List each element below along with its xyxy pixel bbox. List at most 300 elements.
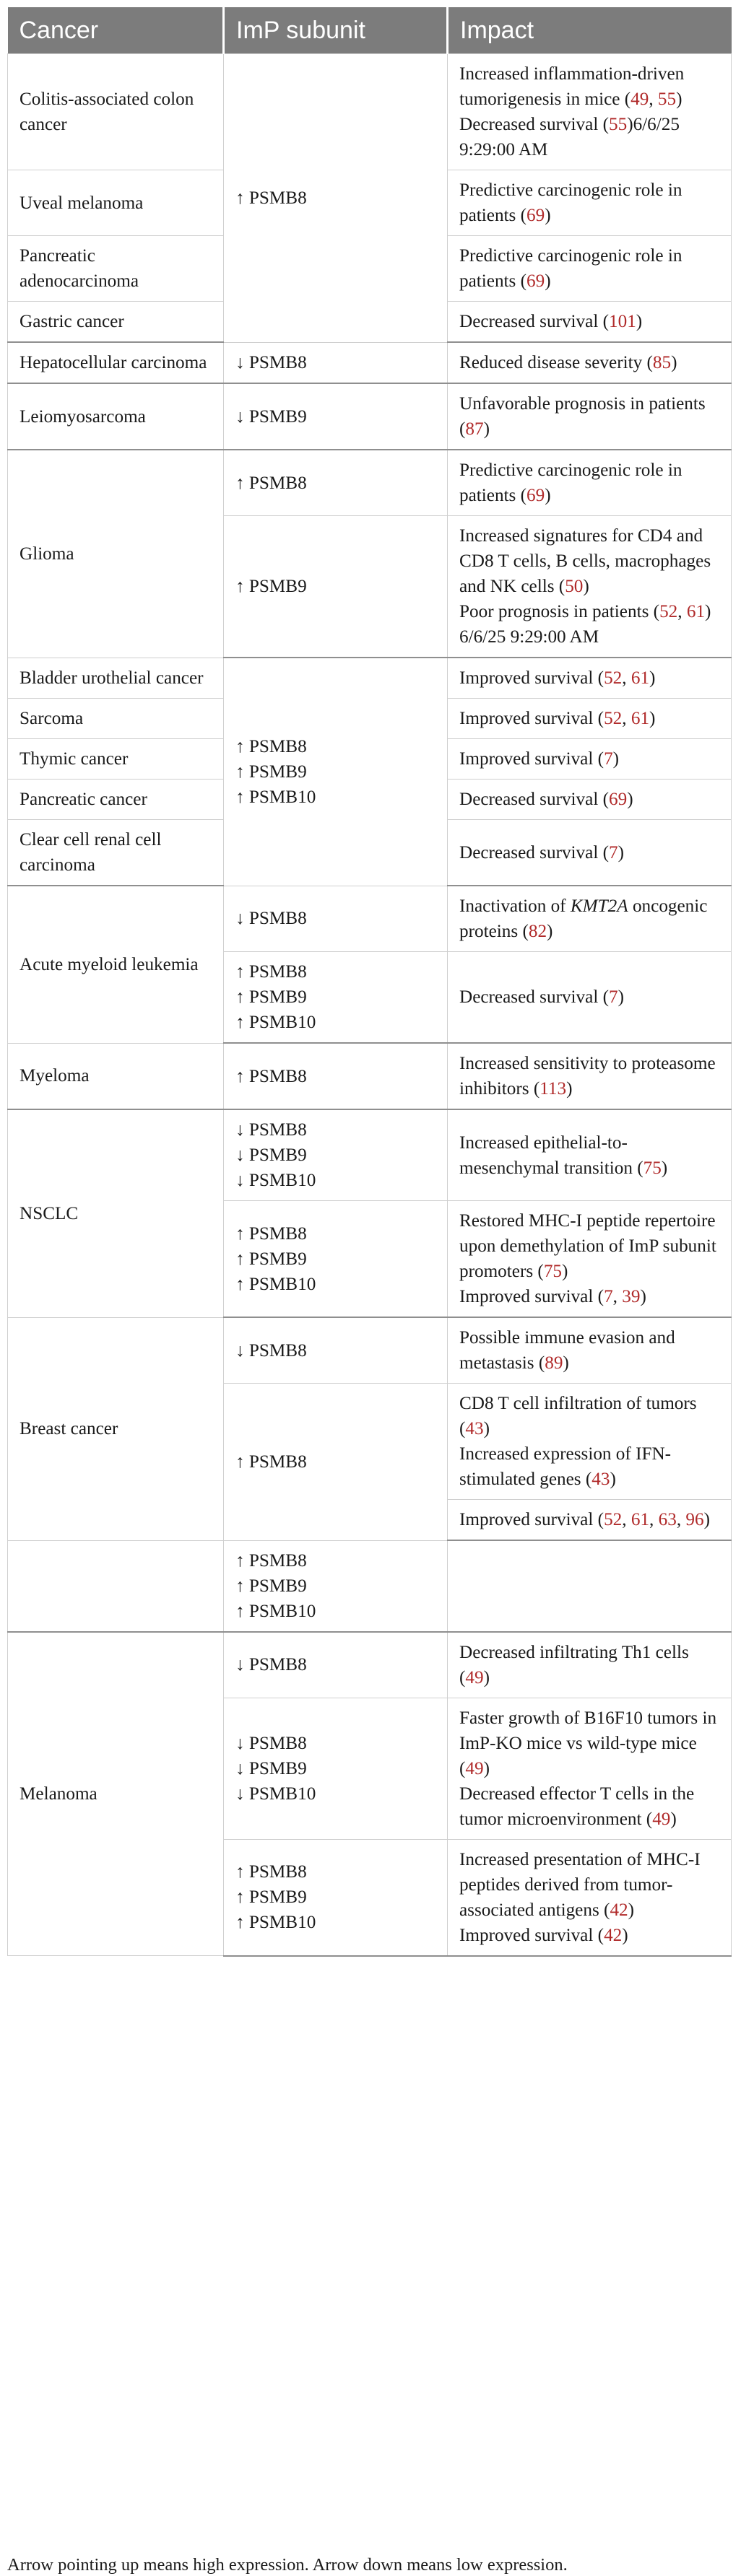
cell-text: Improved survival ( xyxy=(459,749,604,769)
cell-line xyxy=(459,61,719,112)
cell-text: ↑ PSMB10 xyxy=(235,1274,316,1294)
cell-text: , xyxy=(677,602,687,621)
cell-text: ↓ PSMB8 xyxy=(235,1340,307,1361)
header-imp-subunit: ImP subunit xyxy=(224,7,448,54)
cell-text: Increased presentation of MHC-I peptides derived from tumor-associated antigens ( xyxy=(459,1849,701,1920)
table-cell xyxy=(224,1043,448,1109)
table-cell xyxy=(8,383,224,450)
cell-text: ) xyxy=(703,1510,710,1529)
cell-text: ↑ PSMB10 xyxy=(235,1013,316,1032)
cell-line xyxy=(235,1731,436,1756)
reference-link[interactable]: 42 xyxy=(604,1925,623,1945)
table-cell xyxy=(224,1632,448,1698)
cell-text: ↑ PSMB8 xyxy=(235,1862,307,1882)
cell-text: ) xyxy=(649,709,656,728)
cell-text: Faster growth of B16F10 tumors in ImP-KO mice vs wild-type mice ( xyxy=(459,1708,717,1778)
cell-line xyxy=(235,906,436,931)
table-cell xyxy=(448,886,732,952)
cell-text: ↑ PSMB9 xyxy=(235,761,307,782)
table-cell xyxy=(448,302,732,343)
cell-text: Improved survival ( xyxy=(459,709,604,728)
cell-line xyxy=(20,350,212,375)
cell-text: Decreased survival ( xyxy=(459,790,609,809)
gene-name: KMT2A xyxy=(570,896,628,916)
cell-text: Colitis-associated colon cancer xyxy=(20,89,194,134)
reference-link[interactable]: 82 xyxy=(528,922,547,941)
cell-line xyxy=(459,1847,719,1923)
cell-line xyxy=(459,1923,719,1948)
table-cell xyxy=(448,820,732,886)
reference-link[interactable]: 49 xyxy=(465,1758,484,1778)
cell-text: , xyxy=(649,1510,659,1529)
reference-link[interactable]: 69 xyxy=(526,206,545,225)
cell-text: ) xyxy=(483,1667,490,1688)
cell-line xyxy=(235,785,436,810)
reference-link[interactable]: 43 xyxy=(592,1470,610,1489)
cell-text: ↑ PSMB8 xyxy=(235,1223,307,1244)
cell-line xyxy=(235,1168,436,1193)
cell-text: ↓ PSMB8 xyxy=(235,1655,307,1675)
table-cell xyxy=(448,1839,732,1956)
cell-line xyxy=(235,959,436,984)
reference-link[interactable]: 113 xyxy=(540,1079,567,1099)
cell-text: Clear cell renal cell carcinoma xyxy=(20,830,162,875)
cell-line xyxy=(459,243,719,294)
table-cell xyxy=(224,1109,448,1201)
reference-link[interactable]: 89 xyxy=(545,1353,563,1373)
cell-line xyxy=(459,787,719,812)
cell-line xyxy=(459,1325,719,1376)
cell-text: Improved survival ( xyxy=(459,668,604,688)
cell-line xyxy=(20,1063,212,1088)
reference-link[interactable]: 55 xyxy=(657,89,677,109)
table-cell xyxy=(448,658,732,699)
table-cell xyxy=(224,952,448,1044)
table-row xyxy=(8,1317,732,1384)
cell-text: , xyxy=(622,709,631,728)
reference-link[interactable]: 7 xyxy=(609,842,618,863)
cell-text: ) xyxy=(545,271,551,291)
cell-text: Decreased survival ( xyxy=(459,842,609,863)
table-row xyxy=(8,54,732,170)
cell-text: ) xyxy=(640,1287,646,1306)
cell-line xyxy=(20,309,212,334)
cell-line xyxy=(20,1201,212,1226)
cell-text: ↑ PSMB8 xyxy=(235,962,307,982)
cell-line xyxy=(459,1781,719,1832)
reference-link[interactable]: 52 xyxy=(604,709,623,728)
reference-link[interactable]: 7 xyxy=(604,1287,613,1306)
cell-text: Poor prognosis in patients ( xyxy=(459,602,660,621)
table-footnote: Arrow pointing up means high expression. Arrow down means low expression. xyxy=(7,2555,568,2575)
table-cell xyxy=(8,658,224,699)
cell-text: ) xyxy=(547,922,553,941)
table-header xyxy=(8,7,732,54)
cell-text: Reduced disease severity ( xyxy=(459,353,653,372)
table-cell xyxy=(224,450,448,516)
reference-link[interactable]: 49 xyxy=(652,1809,671,1829)
cell-text: ) xyxy=(566,1079,573,1099)
cell-text: ) xyxy=(618,842,624,863)
header-cancer: Cancer xyxy=(8,7,224,54)
table-cell xyxy=(448,1109,732,1201)
cell-text: ↓ PSMB9 xyxy=(235,1145,307,1165)
cell-text: NSCLC xyxy=(20,1203,79,1223)
header-row xyxy=(8,7,732,54)
cell-text: Predictive carcinogenic role in patients ( xyxy=(459,180,682,225)
cell-text: Increased expression of IFN-stimulated genes ( xyxy=(459,1444,672,1489)
cell-text: ) xyxy=(649,668,656,688)
cell-text: , xyxy=(622,668,631,688)
cell-text: Glioma xyxy=(20,543,74,564)
cell-line xyxy=(459,1706,719,1781)
cell-line xyxy=(459,1507,719,1532)
cell-line xyxy=(235,1449,436,1475)
cell-text: Increased epithelial-to-mesenchymal transition ( xyxy=(459,1132,644,1178)
cell-text: Leiomyosarcoma xyxy=(20,406,146,427)
reference-link[interactable]: 49 xyxy=(465,1667,484,1688)
table-cell xyxy=(224,342,448,383)
cell-line xyxy=(235,1338,436,1363)
reference-link[interactable]: 61 xyxy=(630,709,650,728)
cell-text: Unfavorable prognosis in patients ( xyxy=(459,394,706,439)
table-cell xyxy=(8,302,224,343)
cell-line xyxy=(459,1441,719,1492)
table-cell xyxy=(8,699,224,739)
table-cell xyxy=(224,1317,448,1384)
cell-text: ) xyxy=(627,790,633,809)
table-cell xyxy=(8,170,224,236)
cell-line xyxy=(20,404,212,429)
cell-text: Melanoma xyxy=(20,1783,98,1804)
table-cell xyxy=(448,170,732,236)
reference-link[interactable]: 7 xyxy=(604,749,613,769)
table-cell xyxy=(448,780,732,820)
cell-text: Improved survival ( xyxy=(459,1510,604,1529)
cell-text: ↓ PSMB9 xyxy=(235,1758,307,1778)
cell-text: ↓ PSMB8 xyxy=(235,909,307,929)
cell-text: Sarcoma xyxy=(20,709,84,728)
cell-text: ↓ PSMB10 xyxy=(235,1171,316,1190)
table-row xyxy=(8,886,732,952)
cell-text: ↑ PSMB8 xyxy=(235,736,307,756)
cell-line xyxy=(235,1573,436,1599)
cell-text: Acute myeloid leukemia xyxy=(20,954,199,974)
table-cell xyxy=(224,658,448,886)
cell-line xyxy=(235,404,436,429)
table-cell xyxy=(8,342,224,383)
table-cell xyxy=(8,236,224,302)
cell-text: ↑ PSMB8 xyxy=(235,1451,307,1472)
cell-text: Restored MHC-I peptide repertoire upon demethylation of ImP subunit promoters ( xyxy=(459,1211,716,1281)
cell-text: Thymic cancer xyxy=(20,749,129,769)
cell-line xyxy=(20,787,212,812)
cell-text: ↑ PSMB8 xyxy=(235,188,307,208)
table-cell xyxy=(224,1540,448,1632)
cell-text: Inactivation of xyxy=(459,896,571,916)
cell-text: ) xyxy=(618,987,624,1007)
table-cell xyxy=(8,1632,224,1956)
table-cell xyxy=(224,383,448,450)
cancer-immunoproteasome-table xyxy=(7,7,732,1957)
cell-text: ↓ PSMB9 xyxy=(235,406,307,427)
reference-link[interactable]: 69 xyxy=(609,790,628,809)
table-row xyxy=(8,450,732,516)
table-cell xyxy=(224,886,448,952)
cell-text: ↑ PSMB10 xyxy=(235,787,316,807)
table-cell xyxy=(8,886,224,1043)
cell-line xyxy=(235,1781,436,1807)
cell-text: Decreased survival ( xyxy=(459,312,609,331)
table-cell xyxy=(224,1839,448,1956)
table-cell xyxy=(448,1043,732,1109)
reference-link[interactable]: 61 xyxy=(630,1510,650,1529)
table-body xyxy=(8,54,732,1956)
table-cell xyxy=(448,1540,732,1632)
cell-text: ) xyxy=(483,1419,490,1438)
cell-text: ) xyxy=(676,89,682,109)
cell-line xyxy=(235,185,436,211)
reference-link[interactable]: 52 xyxy=(604,668,623,688)
cell-text: Increased signatures for CD4 and CD8 T cells, B cells, macrophages and NK cells ( xyxy=(459,526,711,596)
table-cell xyxy=(448,952,732,1044)
cell-line xyxy=(459,1130,719,1181)
cell-text: ↓ PSMB8 xyxy=(235,1120,307,1140)
cell-line xyxy=(235,1599,436,1624)
table-container xyxy=(7,7,731,1957)
cell-text: ) xyxy=(661,1158,668,1178)
cell-text: Possible immune evasion and metastasis ( xyxy=(459,1328,675,1373)
table-cell xyxy=(8,450,224,658)
table-cell xyxy=(448,450,732,516)
cell-text: Pancreatic adenocarcinoma xyxy=(20,246,139,291)
cell-text: Decreased survival ( xyxy=(459,987,609,1007)
cell-text: Predictive carcinogenic role in patients ( xyxy=(459,246,682,291)
cell-text: oncogenic proteins ( xyxy=(459,896,708,941)
cell-text: ) xyxy=(622,1925,628,1945)
cell-text: ) xyxy=(483,1758,490,1778)
cell-line xyxy=(20,87,212,137)
reference-link[interactable]: 7 xyxy=(609,987,618,1007)
reference-link[interactable]: 69 xyxy=(526,486,545,505)
cell-text: Uveal melanoma xyxy=(20,193,144,213)
reference-link[interactable]: 69 xyxy=(526,271,545,291)
cell-line xyxy=(20,1781,212,1807)
cell-line xyxy=(235,1548,436,1573)
cell-text: ) xyxy=(612,749,620,769)
cell-line xyxy=(235,574,436,599)
cell-line xyxy=(235,1221,436,1246)
table-cell xyxy=(8,1109,224,1317)
cell-text: , xyxy=(676,1510,686,1529)
cell-text: Hepatocellular carcinoma xyxy=(20,353,207,372)
table-cell xyxy=(448,699,732,739)
cell-text: ) xyxy=(636,312,643,331)
cell-line xyxy=(459,391,719,442)
cell-line xyxy=(235,1117,436,1143)
cell-line xyxy=(235,984,436,1010)
cell-text: ) xyxy=(563,1353,569,1373)
cell-line xyxy=(459,840,719,865)
cell-line xyxy=(235,1010,436,1035)
table-cell xyxy=(448,236,732,302)
cell-line xyxy=(235,734,436,759)
table-cell xyxy=(448,516,732,658)
table-row xyxy=(8,383,732,450)
cell-text: Decreased effector T cells in the tumor microenvironment ( xyxy=(459,1783,695,1829)
cell-text: ↑ PSMB9 xyxy=(235,1576,307,1596)
cell-line xyxy=(235,759,436,785)
cell-line xyxy=(459,1391,719,1441)
reference-link[interactable]: 42 xyxy=(610,1900,628,1920)
reference-link[interactable]: 61 xyxy=(630,668,650,688)
reference-link[interactable]: 55 xyxy=(609,115,628,134)
header-impact: Impact xyxy=(448,7,732,54)
table-cell xyxy=(448,1317,732,1384)
table-row xyxy=(8,1632,732,1698)
table-cell xyxy=(448,1698,732,1839)
table-cell xyxy=(448,383,732,450)
table-cell xyxy=(8,1540,224,1632)
cell-line xyxy=(459,1284,719,1309)
cell-text: ↑ PSMB9 xyxy=(235,1249,307,1269)
cell-line xyxy=(20,1416,212,1441)
reference-link[interactable]: 75 xyxy=(543,1262,562,1281)
table-cell xyxy=(448,54,732,170)
reference-link[interactable]: 52 xyxy=(659,602,678,621)
cell-text: ↑ PSMB9 xyxy=(235,987,307,1007)
cell-line xyxy=(459,894,719,944)
cell-text: ↑ PSMB10 xyxy=(235,1913,316,1932)
reference-link[interactable]: 96 xyxy=(685,1510,704,1529)
reference-link[interactable]: 61 xyxy=(686,602,706,621)
cell-text: Improved survival ( xyxy=(459,1287,604,1306)
cell-text: Decreased survival ( xyxy=(459,115,609,134)
cell-line xyxy=(235,471,436,496)
table-cell xyxy=(8,739,224,780)
cell-line xyxy=(459,746,719,772)
table-row xyxy=(8,658,732,699)
reference-link[interactable]: 101 xyxy=(609,312,636,331)
cell-text: ↑ PSMB9 xyxy=(235,577,307,596)
table-cell xyxy=(448,342,732,383)
cell-line xyxy=(20,706,212,731)
cell-line xyxy=(20,746,212,772)
cell-text: ↑ PSMB9 xyxy=(235,1887,307,1907)
cell-line xyxy=(235,1246,436,1272)
table-cell xyxy=(8,1317,224,1540)
table-cell xyxy=(448,1384,732,1500)
table-cell xyxy=(8,1043,224,1109)
reference-link[interactable]: 52 xyxy=(604,1510,623,1529)
table-cell xyxy=(8,54,224,170)
reference-link[interactable]: 43 xyxy=(465,1419,484,1438)
reference-link[interactable]: 87 xyxy=(465,419,484,439)
reference-link[interactable]: 39 xyxy=(622,1287,641,1306)
cell-line xyxy=(20,243,212,294)
cell-text: ↓ PSMB10 xyxy=(235,1783,316,1804)
cell-text: ↓ PSMB8 xyxy=(235,352,307,372)
table-cell xyxy=(448,1201,732,1318)
table-cell xyxy=(448,1632,732,1698)
cell-text: Predictive carcinogenic role in patients ( xyxy=(459,460,682,505)
cell-text: Increased inflammation-driven tumorigenesis in mice ( xyxy=(459,64,685,109)
reference-link[interactable]: 50 xyxy=(565,577,584,596)
cell-text: Myeloma xyxy=(20,1066,90,1086)
reference-link[interactable]: 85 xyxy=(652,353,672,372)
cell-text: ) xyxy=(483,419,490,439)
cell-line xyxy=(235,1910,436,1935)
cell-line xyxy=(235,1756,436,1781)
cell-line xyxy=(459,1208,719,1284)
table-cell xyxy=(224,1201,448,1318)
cell-line xyxy=(459,178,719,228)
table-cell xyxy=(448,739,732,780)
cell-line xyxy=(235,1859,436,1885)
cell-text: ↑ PSMB8 xyxy=(235,1066,307,1086)
table-cell xyxy=(224,54,448,343)
table-row xyxy=(8,1540,732,1632)
cell-line xyxy=(459,706,719,731)
cell-text: ↑ PSMB10 xyxy=(235,1601,316,1621)
cell-line xyxy=(235,1652,436,1677)
cell-line xyxy=(235,1064,436,1089)
cell-text: Decreased infiltrating Th1 cells ( xyxy=(459,1642,689,1688)
cell-line xyxy=(20,827,212,878)
reference-link[interactable]: 49 xyxy=(630,89,649,109)
cell-text: ↓ PSMB8 xyxy=(235,1733,307,1753)
cell-text: Improved survival ( xyxy=(459,1925,604,1945)
cell-text: ) xyxy=(610,1470,616,1489)
cell-text: ) xyxy=(545,206,551,225)
cell-text: Gastric cancer xyxy=(20,312,124,331)
table-cell xyxy=(224,516,448,658)
cell-text: ) xyxy=(545,486,551,505)
table-row xyxy=(8,1043,732,1109)
cell-text: ) xyxy=(583,577,589,596)
reference-link[interactable]: 63 xyxy=(658,1510,677,1529)
cell-text: ↑ PSMB8 xyxy=(235,473,307,493)
cell-text: )6/6/25 9:29:00 AM xyxy=(459,115,680,160)
table-cell xyxy=(448,1500,732,1541)
cell-line xyxy=(459,665,719,691)
cell-text: Breast cancer xyxy=(20,1419,118,1438)
cell-text: ) xyxy=(562,1262,568,1281)
cell-text: ↑ PSMB8 xyxy=(235,1550,307,1571)
cell-text: Pancreatic cancer xyxy=(20,790,147,809)
cell-text: ) xyxy=(670,1809,677,1829)
cell-text: ) xyxy=(628,1900,635,1920)
cell-line xyxy=(459,1640,719,1690)
cell-text: Bladder urothelial cancer xyxy=(20,668,204,688)
cell-text: , xyxy=(612,1287,623,1306)
cell-line xyxy=(20,952,212,977)
cell-line xyxy=(235,1272,436,1297)
cell-line xyxy=(459,1051,719,1101)
cell-text: , xyxy=(649,89,658,109)
cell-line xyxy=(235,350,436,375)
table-cell xyxy=(8,780,224,820)
cell-text: , xyxy=(622,1510,631,1529)
cell-line xyxy=(235,1885,436,1910)
cell-text: CD8 T cell infiltration of tumors ( xyxy=(459,1394,697,1438)
cell-line xyxy=(20,191,212,216)
cell-line xyxy=(20,665,212,691)
table-cell xyxy=(224,1698,448,1839)
cell-line xyxy=(20,541,212,567)
cell-line xyxy=(235,1143,436,1168)
reference-link[interactable]: 75 xyxy=(643,1158,662,1178)
